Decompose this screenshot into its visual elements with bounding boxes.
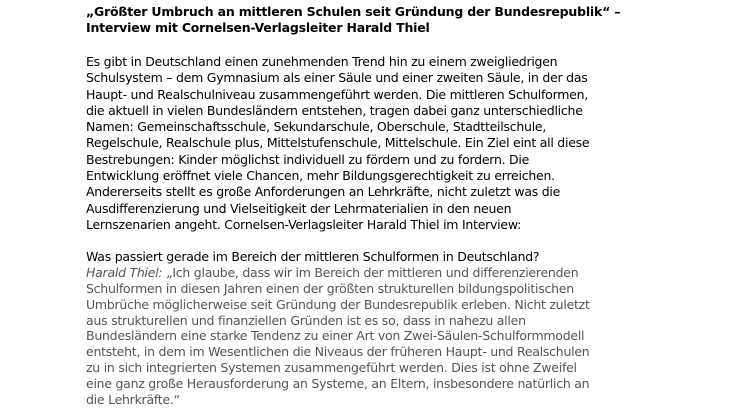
document-page [86, 4, 621, 407]
intro-line: Regelschule, Realschule plus, Mittelstufenschule, Mittelschule. Ein Ziel eint all diese [86, 135, 590, 151]
answer-line: entsteht, in dem im Wesentlichen die Niveaus der früheren Haupt- und Realschulen [86, 344, 590, 360]
intro-line: Namen: Gemeinschaftsschule, Sekundarschule, Oberschule, Stadtteilschule, [86, 119, 547, 135]
intro-line: die aktuell in vielen Bundesländern entstehen, tragen dabei ganz unterschiedliche [86, 102, 583, 118]
intro-line: Lernszenarien angeht. Cornelsen-Verlagsleiter Harald Thiel im Interview: [86, 216, 522, 232]
answer-line: eine ganz große Herausforderung an Systeme, an Eltern, insbesondere natürlich an [86, 375, 590, 391]
intro-line: Schulsystem – dem Gymnasium als einer Säule und einer zweiten Säule, in der das [86, 70, 588, 86]
answer-first-line [86, 265, 606, 281]
answer-line: Umbrüche möglicherweise seit Gründung der Bundesrepublik erleben. Nicht zuletzt [86, 296, 590, 312]
answer-line: die Lehrkräfte.“ [86, 391, 180, 407]
intro-line: Andererseits stellt es große Anforderungen an Lehrkräfte, nicht zuletzt was die [86, 184, 561, 200]
intro-line: Haupt- und Realschulniveau zusammengeführt werden. Die mittleren Schulformen, [86, 86, 589, 102]
title-line: Interview mit Cornelsen-Verlagsleiter Harald Thiel [86, 20, 430, 35]
answer-first-line-text: „Ich glaube, dass wir im Bereich der mittleren und differenzierenden [162, 265, 579, 281]
answer-speaker: Harald Thiel: [86, 265, 163, 281]
answer-line: zu in sich integrierten Systemen zusammengeführt werden. Dies ist ohne Zweifel [86, 360, 577, 376]
interview-answer [86, 265, 606, 407]
answer-line: Schulformen in diesen Jahren einen der größten strukturellen bildungspolitischen [86, 281, 574, 297]
answer-line: Bundesländern eine starke Tendenz zu einer Art von Zwei-Säulen-Schulformmodell [86, 328, 585, 344]
answer-line: aus strukturellen und finanziellen Gründen ist es so, dass in nahezu allen [86, 312, 526, 328]
intro-line: Es gibt in Deutschland einen zunehmenden Trend hin zu einem zweigliedrigen [86, 54, 558, 69]
interview-question: Was passiert gerade im Bereich der mittleren Schulformen in Deutschland? [86, 249, 540, 265]
intro-line: Entwicklung eröffnet viele Chancen, mehr Bildungsgerechtigkeit zu erreichen. [86, 168, 555, 184]
intro-line: Bestrebungen: Kinder möglichst individuell zu fördern und zu fordern. Die [86, 151, 530, 167]
article-title [86, 4, 621, 36]
intro-paragraph [86, 54, 606, 233]
title-line: „Größter Umbruch an mittleren Schulen seit Gründung der Bundesrepublik“ – [86, 4, 621, 19]
intro-line: Ausdifferenzierung und Vielseitigkeit der Lehrmaterialien in den neuen [86, 200, 512, 216]
